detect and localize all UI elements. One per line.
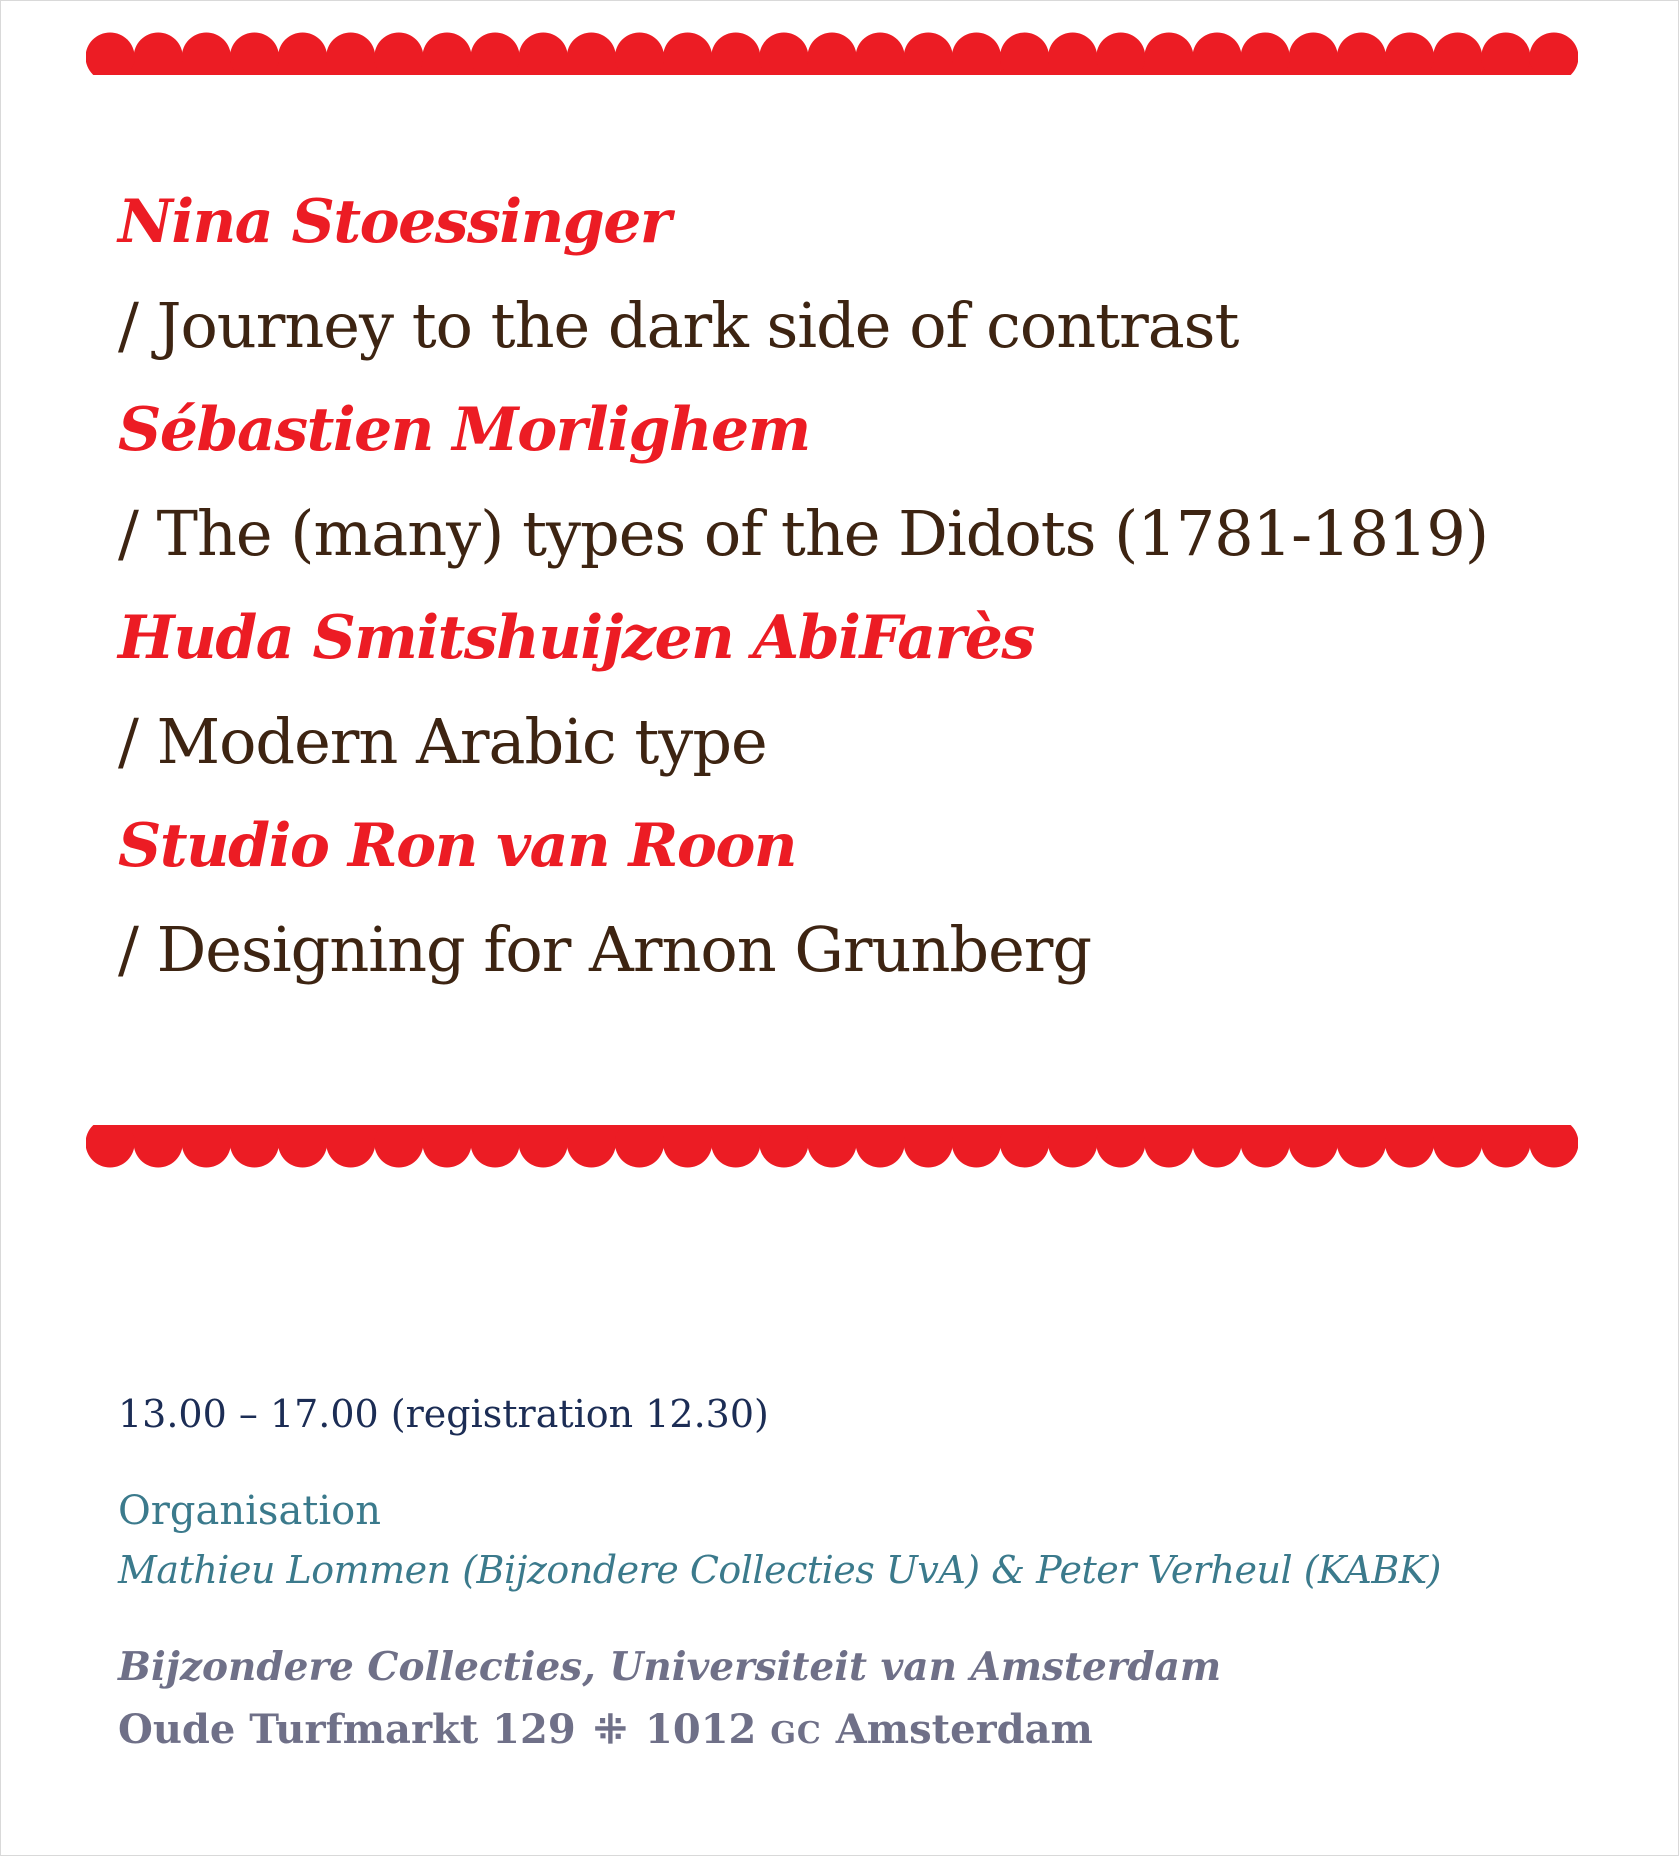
speaker-name: Sébastien Morlighem	[118, 395, 810, 465]
scallop-lobe	[230, 1125, 279, 1168]
scallop-lobe	[1096, 1125, 1145, 1168]
scallop-lobe	[1385, 1125, 1434, 1168]
scallop-lobe	[1048, 1125, 1097, 1168]
scallop-lobe	[1192, 1125, 1241, 1168]
scallop-lobe	[1337, 1125, 1386, 1168]
scallop-lobe	[952, 32, 1001, 75]
organisers: Mathieu Lommen (Bijzondere Collecties UvA) & Peter Verheul (KABK)	[118, 1548, 1441, 1592]
scallop-lobe	[856, 1125, 905, 1168]
scallop-lobe	[519, 1125, 568, 1168]
scallop-lobe	[1481, 1125, 1530, 1168]
scallop-lobe	[519, 32, 568, 75]
scallop-lobe	[1144, 32, 1193, 75]
scallop-lobe	[1433, 32, 1482, 75]
scallop-lobe	[952, 1125, 1001, 1168]
scallop-lobe	[278, 32, 327, 75]
scallop-lobe	[422, 32, 471, 75]
scallop-lobe	[1241, 32, 1290, 75]
talk-title: / The (many) types of the Didots (1781-1819)	[118, 497, 1489, 570]
scallop-lobe	[374, 1125, 423, 1168]
scallop-lobe	[1048, 32, 1097, 75]
postcode: 1012	[645, 1706, 757, 1753]
scallop-lobe	[1096, 32, 1145, 75]
program-list	[118, 170, 1598, 1002]
scallop-lobe	[759, 32, 808, 75]
scallop-lobe	[663, 1125, 712, 1168]
scallop-lobe	[422, 1125, 471, 1168]
scallop-lobe	[1289, 32, 1338, 75]
scallop-lobe	[807, 1125, 856, 1168]
scallop-lobe	[134, 1125, 183, 1168]
scallop-lobe	[471, 32, 520, 75]
scallop-lobe	[567, 32, 616, 75]
scallop-lobe	[615, 32, 664, 75]
scallop-lobe	[759, 1125, 808, 1168]
scallop-lobe	[711, 1125, 760, 1168]
organisation-label: Organisation	[118, 1488, 382, 1534]
talk-title: / Designing for Arnon Grunberg	[118, 913, 1092, 986]
scallop-lobe	[1529, 1125, 1578, 1168]
separator-glyph: ⁜	[593, 1706, 628, 1753]
scallop-border-bottom	[86, 1125, 1578, 1173]
scallop-lobe	[1241, 1125, 1290, 1168]
scallop-lobe	[182, 1125, 231, 1168]
scallop-lobe	[1481, 32, 1530, 75]
event-time: 13.00 – 17.00 (registration 12.30)	[118, 1392, 769, 1436]
scallop-lobe	[1385, 32, 1434, 75]
scallop-lobe	[807, 32, 856, 75]
scallop-lobe	[230, 32, 279, 75]
scallop-lobe	[471, 1125, 520, 1168]
scallop-lobe	[904, 1125, 953, 1168]
speaker-name: Nina Stoessinger	[118, 187, 670, 257]
scallop-lobe	[1000, 1125, 1049, 1168]
scallop-lobe	[326, 1125, 375, 1168]
scallop-border-top	[86, 27, 1578, 75]
speaker-name: Huda Smitshuijzen AbiFarès	[118, 603, 1034, 673]
scallop-lobe	[663, 32, 712, 75]
scallop-lobe	[326, 32, 375, 75]
talk-title: / Modern Arabic type	[118, 705, 767, 778]
scallop-lobe	[1289, 1125, 1338, 1168]
city: Amsterdam	[835, 1706, 1093, 1753]
talk-title: / Journey to the dark side of contrast	[118, 289, 1239, 362]
scallop-lobe	[856, 32, 905, 75]
scallop-lobe	[1144, 1125, 1193, 1168]
scallop-lobe	[615, 1125, 664, 1168]
scallop-lobe	[374, 32, 423, 75]
scallop-lobe	[182, 32, 231, 75]
postcode-letters: GC	[770, 1716, 822, 1751]
scallop-lobe	[1433, 1125, 1482, 1168]
speaker-name: Studio Ron van Roon	[118, 811, 796, 881]
scallop-lobe	[1192, 32, 1241, 75]
scallop-lobe	[567, 1125, 616, 1168]
scallop-lobe	[1337, 32, 1386, 75]
scallop-lobe	[86, 1125, 135, 1168]
scallop-lobe	[86, 32, 135, 75]
venue-name: Bijzondere Collecties, Universiteit van Amsterdam	[118, 1644, 1222, 1690]
scallop-lobe	[1529, 32, 1578, 75]
scallop-lobe	[904, 32, 953, 75]
scallop-lobe	[134, 32, 183, 75]
venue-address	[118, 1706, 1093, 1753]
scallop-lobe	[711, 32, 760, 75]
scallop-lobe	[1000, 32, 1049, 75]
scallop-lobe	[278, 1125, 327, 1168]
street-address: Oude Turfmarkt 129	[118, 1706, 576, 1753]
